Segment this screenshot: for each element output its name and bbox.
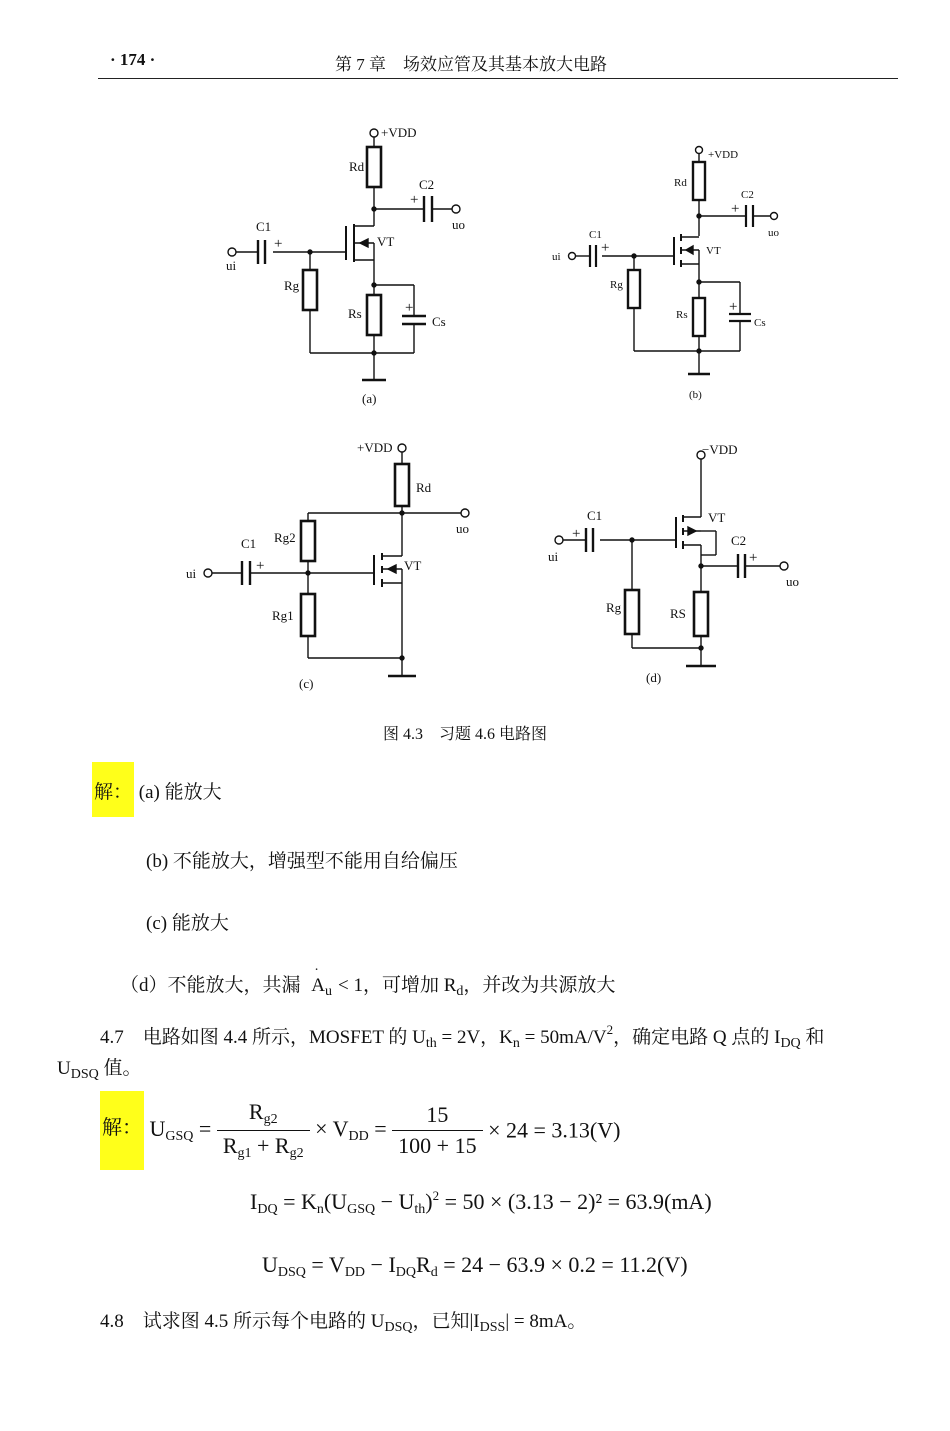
label-b-vt: VT xyxy=(706,245,721,257)
answer-d-suffix: < 1，可增加 xyxy=(338,975,439,996)
problem-48-text-c: | = 8mA。 xyxy=(505,1311,587,1332)
label-a-ui: ui xyxy=(226,258,237,273)
label-c-c1: C1 xyxy=(241,536,257,551)
fraction-rg: $\frac{R_{g2}}{R_{g1} + R_{g2}}$ xyxy=(217,1099,310,1162)
label-d-ui: ui xyxy=(548,549,559,564)
formula-idq: $I_{DQ} = K_n(U_{GSQ} - U_{th})^2 = 50 \times (3.13 - 2)^2 = 63.9(mA)$ xyxy=(250,1188,712,1217)
problem-47-text-d: ，确定电路 Q 点的 I xyxy=(613,1027,781,1048)
label-b-c2: C2 xyxy=(741,189,754,201)
circuit-figure xyxy=(0,110,950,710)
label-d-uo: uo xyxy=(786,574,799,589)
problem-48-text-b: ，已知|I xyxy=(412,1311,480,1332)
chapter-title: 第 7 章 场效应管及其基本放大电路 xyxy=(335,55,607,74)
label-a-c2: C2 xyxy=(419,177,435,192)
header-rule xyxy=(98,78,898,79)
label-a-cs: Cs xyxy=(432,314,446,329)
label-b-rd: Rd xyxy=(674,177,687,189)
label-b-rg: Rg xyxy=(610,279,623,291)
label-a-rd: Rd xyxy=(349,159,365,174)
label-d-c1: C1 xyxy=(587,508,603,523)
formula-udsq: $U_{DSQ} = V_{DD} - I_{DQ}R_d = 24 - 63.9 \times 0.2 = 11.2(V)$ xyxy=(262,1252,688,1280)
udsq-result: = 24 − 63.9 × 0.2 = 11.2(V) xyxy=(443,1252,688,1277)
problem-47-text-a: 4.7 电路如图 4.4 所示，MOSFET 的 U xyxy=(100,1027,426,1048)
label-b-ui: ui xyxy=(552,251,561,263)
label-c-rd: Rd xyxy=(416,480,432,495)
problem-47-line1: 4.7 电路如图 4.4 所示，MOSFET 的 $U_{th} = 2V$，$K_n = 50mA/V^2$，确定电路 Q 点的 $I_{DQ}$ 和 xyxy=(100,1022,825,1051)
answer-46-c: (c) 能放大 xyxy=(146,913,229,934)
fraction-values: $\frac{15}{100 + 15}$ xyxy=(392,1102,482,1159)
panel-label-c: (c) xyxy=(299,676,314,691)
panel-label-b: (b) xyxy=(689,389,702,401)
svg-text:+: + xyxy=(405,300,414,316)
answer-label: 解： xyxy=(92,762,134,817)
label-d-vdd: −VDD xyxy=(702,442,738,457)
svg-text:+: + xyxy=(274,236,283,252)
idq-result: = 50 × (3.13 − 2)² = 63.9(mA) xyxy=(444,1189,712,1214)
problem-48: 4.8 试求图 4.5 所示每个电路的 $U_{DSQ}$，已知$|I_{DSS}| = 8mA$。 xyxy=(100,1311,587,1335)
label-d-vt: VT xyxy=(708,510,726,525)
answer-d-prefix: （d）不能放大，共漏 xyxy=(120,975,301,996)
problem-47-text-f: 值。 xyxy=(98,1058,142,1079)
label-a-c1: C1 xyxy=(256,219,272,234)
label-b-uo: uo xyxy=(768,227,779,239)
ugsq-result: × 24 = 3.13(V) xyxy=(488,1117,621,1143)
label-c-ui: ui xyxy=(186,566,197,581)
problem-47-text-e: 和 xyxy=(800,1027,825,1048)
label-a-rg: Rg xyxy=(284,278,300,293)
problem-47-text-c: = 50mA/V xyxy=(519,1027,607,1048)
solution-label: 解： xyxy=(100,1091,144,1170)
formula-ugsq: 解： $U_{GSQ}$ = $\frac{R_{g2}}{R_{g1} + R_{g2}}$ × $V_{DD}$ = $\frac{15}{100 + 15}$ × 24 = 3.13(V) xyxy=(100,1091,620,1170)
svg-text:+: + xyxy=(572,526,581,542)
label-a-uo: uo xyxy=(452,217,465,232)
label-b-vdd: +VDD xyxy=(708,149,739,161)
circuit-c xyxy=(204,444,469,676)
svg-text:+: + xyxy=(256,558,265,574)
page-number: · 174 · xyxy=(110,50,156,69)
answer-46-b: (b) 不能放大，增强型不能用自给偏压 xyxy=(146,851,458,872)
label-c-rg2: Rg2 xyxy=(274,530,296,545)
label-c-uo: uo xyxy=(456,521,469,536)
circuit-a xyxy=(228,129,460,380)
label-b-rs: Rs xyxy=(676,309,688,321)
label-b-cs: Cs xyxy=(754,317,766,329)
panel-label-d: (d) xyxy=(646,670,662,685)
label-a-vdd: +VDD xyxy=(381,125,417,140)
label-d-rs: RS xyxy=(670,606,686,621)
label-c-vt: VT xyxy=(404,558,422,573)
svg-text:+: + xyxy=(729,299,738,315)
label-d-rg: Rg xyxy=(606,600,622,615)
figure-caption: 图 4.3 习题 4.6 电路图 xyxy=(383,726,548,743)
label-d-c2: C2 xyxy=(731,533,747,548)
label-c-vdd: +VDD xyxy=(357,440,393,455)
label-c-rg1: Rg1 xyxy=(272,608,294,623)
answer-a-text: (a) 能放大 xyxy=(138,782,222,803)
svg-text:+: + xyxy=(731,201,740,217)
label-a-rs: Rs xyxy=(348,306,362,321)
answer-46-d: （d）不能放大，共漏 $A_u$ · < 1，可增加 $R_d$，并改为共源放大 xyxy=(120,963,616,999)
voltage-gain-symbol: $A_u$ · xyxy=(311,963,332,999)
answer-46-a xyxy=(92,762,222,817)
label-a-vt: VT xyxy=(377,234,395,249)
label-b-c1: C1 xyxy=(589,229,602,241)
panel-label-a: (a) xyxy=(362,391,377,406)
answer-d-tail: ，并改为共源放大 xyxy=(463,975,616,996)
svg-text:+: + xyxy=(410,192,419,208)
svg-text:+: + xyxy=(749,550,758,566)
svg-text:+: + xyxy=(601,240,610,256)
problem-48-text-a: 4.8 试求图 4.5 所示每个电路的 U xyxy=(100,1311,385,1332)
problem-47-line2: $U_{DSQ}$ 值。 xyxy=(57,1058,142,1082)
problem-47-text-b: = 2V，K xyxy=(436,1027,513,1048)
circuit-b xyxy=(569,147,778,375)
